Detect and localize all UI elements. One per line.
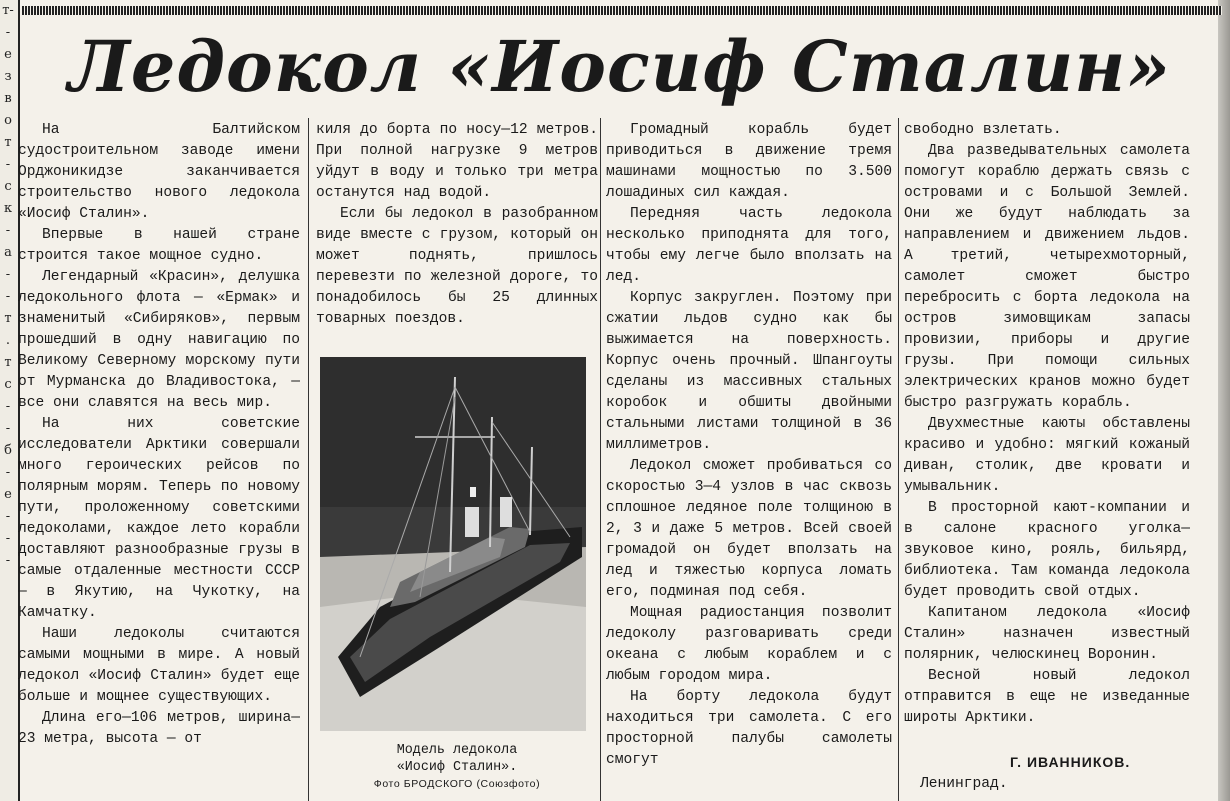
paragraph: На борту ледокола будут находиться три самолета. С его просторной палубы самолеты смогут [606, 689, 892, 768]
margin-character: в [4, 91, 12, 106]
paragraph: На них советские исследователи Арктики совершали много героических рейсов по полярным морям. Теперь по новому пути, проложенному советскими ледоколами, каждое лето корабли доставляют разнообразные грузы в самые отдаленные местности СССР — в Якутию, на Чукотку, на Камчатку. [18, 416, 300, 621]
paragraph: Длина его—106 метров, ширина—23 метра, высота — от [18, 710, 300, 747]
dateline: Ленинград. [920, 776, 1008, 792]
column-divider [898, 118, 899, 801]
margin-character: . [5, 333, 11, 348]
margin-character: т [4, 355, 12, 370]
margin-character: е [4, 47, 12, 62]
headline: Ледокол «Иосиф Сталин» [67, 25, 1172, 108]
margin-character: т [4, 311, 12, 326]
paragraph: Впервые в нашей стране строится такое мощное судно. [18, 227, 300, 264]
margin-character: - [5, 289, 11, 304]
margin-character: - [5, 421, 11, 436]
left-page-edge [0, 0, 20, 801]
article-column-1 [18, 120, 300, 801]
margin-character: - [5, 399, 11, 414]
margin-character: - [5, 267, 11, 282]
column-divider [308, 118, 309, 801]
margin-character: с [4, 179, 12, 194]
margin-character: т- [2, 3, 14, 18]
paragraph: Двухместные каюты обставлены красиво и удобно: мягкий кожаный диван, столик, две кровати и умывальник. [904, 416, 1190, 495]
article-column-2 [316, 120, 598, 342]
margin-character: а [4, 245, 12, 260]
margin-character: - [5, 465, 11, 480]
caption-line-1: Модель ледокола [396, 743, 518, 758]
margin-character: - [5, 157, 11, 172]
margin-character: к [3, 201, 13, 216]
margin-character: б [4, 443, 12, 458]
paragraph: Два разведывательных самолета помогут кораблю держать связь с островами и с Большой Землей. Они же будут наблюдать за направлением и движением льдов. А третий, четырехмоторный, самолет сможет быстро перебросить с борта ледокола на остров зимовщикам запасы провизии, приборы и другие грузы. При помощи сильных электрических кранов можно будет быстро разгружать корабль. [904, 143, 1190, 411]
margin-character: т [4, 135, 12, 150]
paragraph: Если бы ледокол в разобранном виде вместе с грузом, который он может поднять, пришлось перевезти по железной дороге, то понадобилось бы 25 длинных товарных поездов. [316, 206, 598, 327]
paragraph: киля до борта по носу—12 метров. При полной нагрузке 9 метров уйдут в воду и только три метра останутся над водой. [316, 122, 598, 201]
margin-character: о [4, 113, 12, 128]
paragraph: Передняя часть ледокола несколько приподнята для того, чтобы ему легче было вползать на лед. [606, 206, 892, 285]
paragraph: Легендарный «Красин», делушка ледокольного флота — «Ермак» и знаменитый «Сибиряков», первым прошедший в одну навигацию по Великому Северному морскому пути от Мурманска до Владивостока, — все они славятся на весь мир. [18, 269, 300, 411]
photo-caption [316, 742, 598, 776]
margin-character: - [5, 223, 11, 238]
top-rule [22, 6, 1222, 15]
icebreaker-photo [320, 357, 586, 731]
column-divider [600, 118, 601, 801]
margin-character: з [4, 69, 12, 84]
margin-character: с [4, 377, 12, 392]
right-page-edge [1218, 0, 1230, 801]
paragraph: Громадный корабль будет приводиться в движение тремя машинами мощностью по 3.500 лошадиных сил каждая. [606, 122, 892, 201]
margin-character: - [5, 509, 11, 524]
margin-character: е [4, 487, 12, 502]
paragraph: Наши ледоколы считаются самыми мощными в мире. А новый ледокол «Иосиф Сталин» будет еще больше и мощнее существующих. [18, 626, 300, 705]
paragraph: свободно взлетать. [904, 122, 1062, 138]
paragraph: В просторной кают-компании и в салоне красного уголка—звуковое кино, рояль, бильярд, библиотека. Там команда ледокола будет проводить свой отдых. [904, 500, 1190, 600]
paragraph: Корпус закруглен. Поэтому при сжатии льдов судно как бы выжимается на поверхность. Корпус очень прочный. Шпангоуты сделаны из массивных стальных коробок и обшиты двойными стальными листами толщиной в 36 миллиметров. [606, 290, 892, 453]
photo-credit: Фото БРОДСКОГО (Союзфото) [373, 778, 541, 790]
paragraph: Капитаном ледокола «Иосиф Сталин» назначен известный полярник, челюскинец Воронин. [904, 605, 1190, 663]
article-column-3 [606, 120, 892, 801]
margin-character: - [5, 553, 11, 568]
paragraph: Весной новый ледокол отправится в еще не изведанные широты Арктики. [904, 668, 1190, 726]
paragraph: Ледокол сможет пробиваться со скоростью 3—4 узлов в час сквозь сплошное ледяное поле толщиною в 2, 3 и даже 5 метров. Всей своей громадой он будет вползать на лед и тяжестью корпуса ломать его, подминая под себя. [606, 458, 892, 600]
article-column-4 [904, 120, 1190, 801]
margin-character: - [5, 25, 11, 40]
paragraph: Мощная радиостанция позволит ледоколу разговаривать среди океана с любым кораблем и с любым городом мира. [606, 605, 892, 684]
paragraph: На Балтийском судостроительном заводе имени Орджоникидзе заканчивается строительство нового ледокола «Иосиф Сталин». [18, 122, 300, 222]
author-signature: Г. ИВАННИКОВ. [1010, 754, 1131, 770]
margin-character: - [5, 531, 11, 546]
caption-line-2: «Иосиф Сталин». [396, 760, 518, 775]
